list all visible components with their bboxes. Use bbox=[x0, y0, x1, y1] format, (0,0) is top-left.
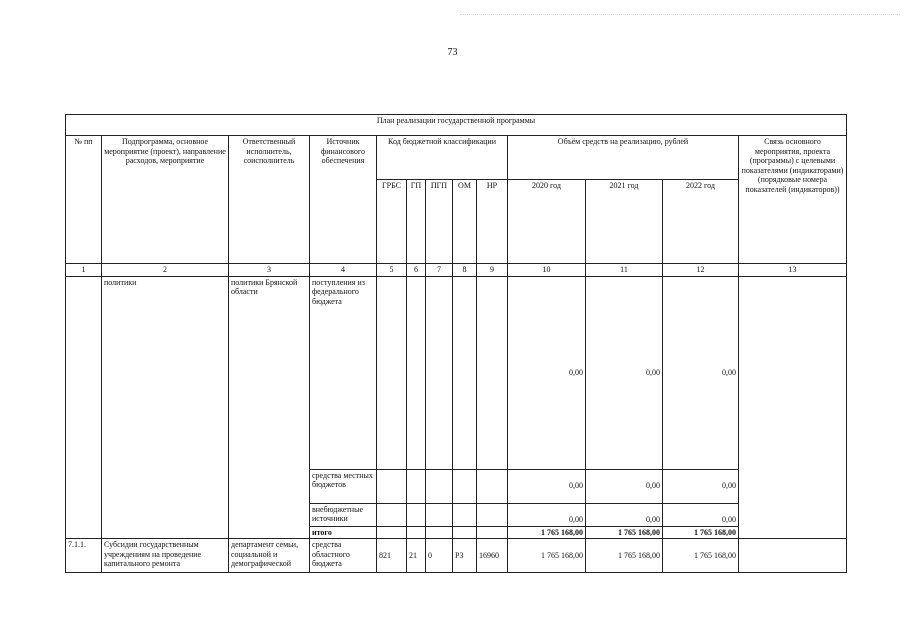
header-om: ОМ bbox=[453, 180, 477, 264]
item-responsible: департамент семьи, социальной и демографической bbox=[229, 539, 310, 573]
col-number: 12 bbox=[663, 264, 739, 277]
item-pgp: 0 bbox=[426, 539, 453, 573]
value-2020: 0,00 bbox=[508, 469, 586, 503]
item-grbs: 821 bbox=[377, 539, 407, 573]
col-number: 4 bbox=[310, 264, 377, 277]
header-np: НР bbox=[477, 180, 508, 264]
total-2020: 1 765 168,00 bbox=[508, 526, 586, 539]
header-2020: 2020 год bbox=[508, 180, 586, 264]
cont-responsible: политики Брянской области bbox=[229, 276, 310, 539]
item-link bbox=[739, 539, 847, 573]
column-numbers-row bbox=[66, 264, 847, 277]
header-responsible: Ответственный исполнитель, соисполнитель bbox=[229, 136, 310, 264]
cont-link bbox=[739, 276, 847, 539]
header-2022: 2022 год bbox=[663, 180, 739, 264]
header-2021: 2021 год bbox=[586, 180, 663, 264]
col-number: 7 bbox=[426, 264, 453, 277]
item-gp: 21 bbox=[407, 539, 426, 573]
source-cell: внебюджетные источники bbox=[310, 503, 377, 526]
item-np: 16960 bbox=[477, 539, 508, 573]
cont-num bbox=[66, 276, 102, 539]
value-2022: 0,00 bbox=[663, 469, 739, 503]
col-number: 13 bbox=[739, 264, 847, 277]
total-2022: 1 765 168,00 bbox=[663, 526, 739, 539]
scan-noise bbox=[460, 14, 900, 21]
col-number: 3 bbox=[229, 264, 310, 277]
item-value-2022: 1 765 168,00 bbox=[663, 539, 739, 573]
col-number: 1 bbox=[66, 264, 102, 277]
item-num: 7.1.1. bbox=[66, 539, 102, 573]
item-source: средства областного бюджета bbox=[310, 539, 377, 573]
table-row-item bbox=[66, 539, 847, 573]
total-2021: 1 765 168,00 bbox=[586, 526, 663, 539]
source-cell: поступления из федерального бюджета bbox=[310, 276, 377, 469]
header-volume: Объём средств на реализацию, рублей bbox=[508, 136, 739, 180]
col-number: 8 bbox=[453, 264, 477, 277]
header-pgp: ПГП bbox=[426, 180, 453, 264]
item-value-2020: 1 765 168,00 bbox=[508, 539, 586, 573]
header-gp: ГП bbox=[407, 180, 426, 264]
table-row bbox=[66, 276, 847, 469]
value-2020: 0,00 bbox=[508, 503, 586, 526]
col-number: 6 bbox=[407, 264, 426, 277]
header-num: № пп bbox=[66, 136, 102, 264]
header-source: Источник финансового обеспечения bbox=[310, 136, 377, 264]
table-title: План реализации государственной программы bbox=[66, 115, 847, 136]
cont-subprogram: политики bbox=[102, 276, 229, 539]
col-number: 11 bbox=[586, 264, 663, 277]
value-2021: 0,00 bbox=[586, 469, 663, 503]
source-cell: средства местных бюджетов bbox=[310, 469, 377, 503]
source-cell-total: итого bbox=[310, 526, 377, 539]
col-number: 10 bbox=[508, 264, 586, 277]
value-2020: 0,00 bbox=[508, 276, 586, 469]
item-value-2021: 1 765 168,00 bbox=[586, 539, 663, 573]
value-2021: 0,00 bbox=[586, 503, 663, 526]
header-link: Связь основного мероприятия, проекта (программы) с целевыми показателями (индикаторами) (порядковые номера показателей (индикаторов)) bbox=[739, 136, 847, 264]
plan-table bbox=[65, 114, 847, 573]
header-subprogram: Подпрограмма, основное мероприятие (проект), направление расходов, мероприятие bbox=[102, 136, 229, 264]
value-2022: 0,00 bbox=[663, 503, 739, 526]
header-grbs: ГРБС bbox=[377, 180, 407, 264]
col-number: 5 bbox=[377, 264, 407, 277]
item-om: Р3 bbox=[453, 539, 477, 573]
header-budget-code: Код бюджетной классификации bbox=[377, 136, 508, 180]
col-number: 2 bbox=[102, 264, 229, 277]
col-number: 9 bbox=[477, 264, 508, 277]
item-subprogram: Субсидии государственным учреждениям на проведение капитального ремонта bbox=[102, 539, 229, 573]
value-2021: 0,00 bbox=[586, 276, 663, 469]
value-2022: 0,00 bbox=[663, 276, 739, 469]
page-number: 73 bbox=[447, 47, 458, 58]
